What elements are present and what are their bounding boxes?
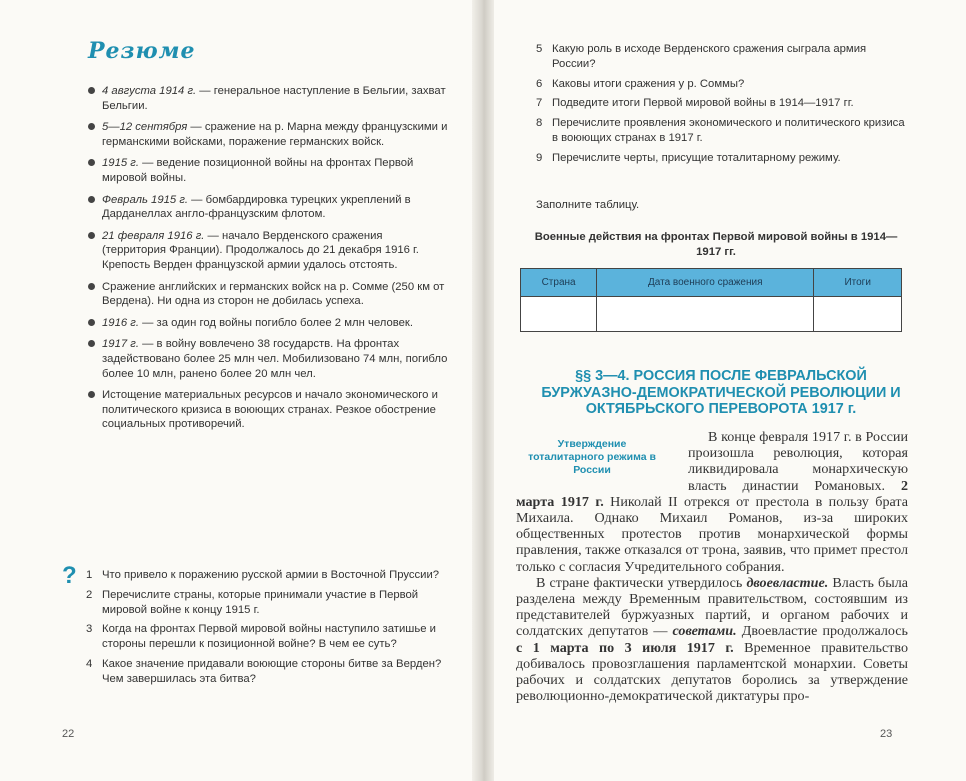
summary-bullet: Февраль 1915 г. — бомбардировка турецких укреплений в Дарданеллах англо-французским флотом.: [88, 193, 448, 222]
questions-list-right: [536, 42, 906, 171]
table-header-row: [521, 269, 902, 297]
bullet-icon: [88, 232, 95, 239]
summary-bullet-list: [88, 84, 448, 439]
fill-table-instruction: Заполните таблицу.: [536, 199, 640, 211]
paragraph: В конце февраля 1917 г. в России произошла революция, которая ликвидировала монархическую власть династии Романовых. 2 марта 1917 г. Николай II отрекся от престола в пользу брата Михаила. Однако Михаил Романов, из-за широких общественных протестов против монархической формы правления, также отказался от трона, заявив, что примет престол только с согласия Учредительного собрания.: [516, 429, 908, 575]
right-page: [486, 0, 966, 781]
body-text: [516, 429, 908, 704]
question-mark-icon: ?: [62, 562, 77, 589]
section-title: §§ 3—4. РОССИЯ ПОСЛЕ ФЕВРАЛЬСКОЙ БУРЖУАЗНО-ДЕМОКРАТИЧЕСКОЙ РЕВОЛЮЦИИ И ОКТЯБРЬСКОГО ПЕРЕВОРОТА 1917 г.: [541, 368, 901, 417]
question-item: 5 Какую роль в исходе Верденского сражения сыграла армия России?: [536, 43, 867, 70]
bullet-icon: [88, 340, 95, 347]
side-heading: Утверждение тоталитарного режима в России: [528, 438, 656, 476]
summary-bullet: 1916 г. — за один год войны погибло более 2 млн человек.: [88, 316, 448, 331]
summary-bullet: 4 августа 1914 г. — генеральное наступление в Бельгии, захват Бельгии.: [88, 84, 448, 113]
question-item: 1 Что привело к поражению русской армии в Восточной Пруссии?: [86, 569, 440, 581]
summary-title: Резюме: [88, 38, 196, 64]
question-item: 4 Какое значение придавали воюющие стороны битве за Верден? Чем завершилась эта битва?: [86, 657, 442, 685]
table-cell: [814, 297, 902, 332]
table-cell: [597, 297, 814, 332]
questions-list-left: [86, 568, 446, 692]
table-row: [521, 297, 902, 332]
page-number-left: 22: [62, 728, 75, 740]
left-page: [0, 0, 478, 781]
table-cell: [521, 297, 597, 332]
table-header-results: Итоги: [814, 269, 902, 297]
bullet-icon: [88, 123, 95, 130]
summary-bullet: 1917 г. — в войну вовлечено 38 государств. На фронтах задействовано более 25 млн чел. Мобилизовано 74 млн, погибло более 10 млн, ранено более 20 млн чел.: [88, 337, 448, 381]
page-number-right: 23: [880, 728, 893, 740]
bullet-icon: [88, 159, 95, 166]
question-item: 9 Перечислите черты, присущие тоталитарному режиму.: [536, 151, 841, 164]
table-header-date: Дата военного сражения: [597, 269, 814, 297]
question-item: 6 Каковы итоги сражения у р. Соммы?: [536, 77, 745, 90]
bullet-icon: [88, 87, 95, 94]
question-item: 2 Перечислите страны, которые принимали участие в Первой мировой войне к концу 1915 г.: [86, 588, 419, 616]
paragraph: В стране фактически утвердилось двоевластие. Власть была разделена между Временным правительством, состоявшим из представителей буржуазных партий, и органом рабочих и солдатских депутатов — советами. Двоевластие продолжалось с 1 марта по 3 июля 1917 г. Временное правительство добивалось провозглашения парламентской монархии. Советы рабочих и солдатских депутатов боролись за утверждение революционно-демократической диктатуры про-: [516, 574, 909, 705]
summary-bullet: 5—12 сентября — сражение на р. Марна между французскими и германскими войсками, поражение германских войск.: [88, 120, 448, 149]
bullet-icon: [88, 391, 95, 398]
bullet-icon: [88, 196, 95, 203]
summary-bullet: Сражение английских и германских войск на р. Сомме (250 км от Вердена). Ни одна из сторон не добилась успеха.: [88, 280, 448, 309]
summary-bullet: 1915 г. — ведение позиционной войны на фронтах Первой мировой войны.: [88, 156, 448, 185]
question-item: 8 Перечислите проявления экономического и политического кризиса в воюющих странах в 1917 г.: [536, 117, 905, 144]
bullet-icon: [88, 283, 95, 290]
question-item: 3 Когда на фронтах Первой мировой войны наступило затишье и стороны перешли к позиционной войне? В чем ее суть?: [86, 623, 436, 651]
summary-bullet: 21 февраля 1916 г. — начало Верденского сражения (территория Франции). Продолжалось до 21 декабря 1916 г. Крепость Верден французской армии удалось отстоять.: [88, 229, 448, 273]
table-header-country: Страна: [521, 269, 597, 297]
question-item: 7 Подведите итоги Первой мировой войны в 1914—1917 гг.: [536, 97, 854, 110]
bullet-icon: [88, 319, 95, 326]
war-events-table: [520, 268, 902, 332]
summary-bullet: Истощение материальных ресурсов и начало экономического и политического кризиса в воюющих странах. Резкое обострение социальных противоречий.: [88, 388, 448, 432]
table-title: Военные действия на фронтах Первой мировой войны в 1914—1917 гг.: [534, 231, 898, 258]
